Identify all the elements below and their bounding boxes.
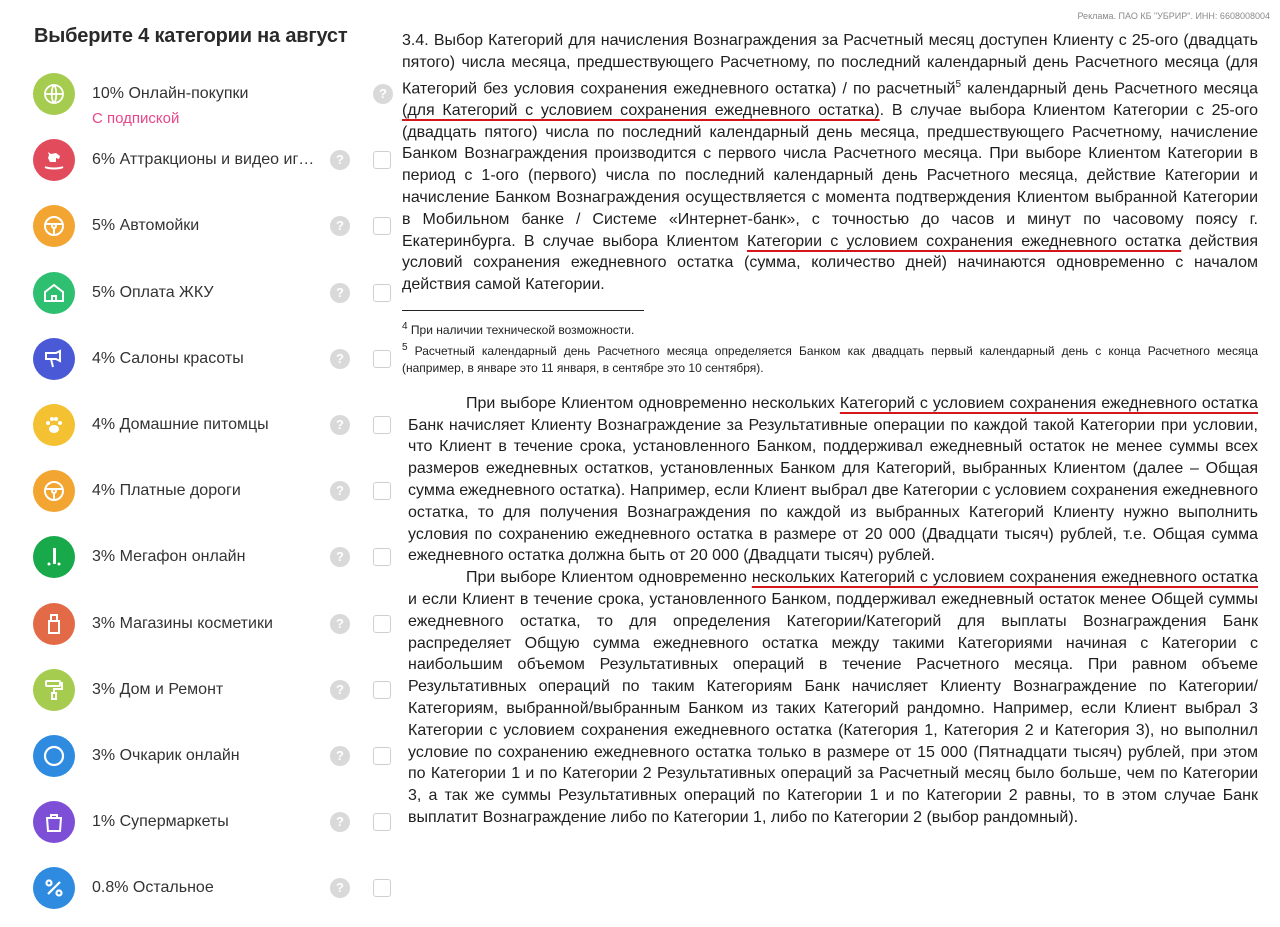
category-label: 3% Очкарик онлайн	[92, 747, 240, 764]
category-panel	[0, 0, 400, 927]
paint-roller-icon	[33, 669, 75, 711]
help-icon[interactable]: ?	[330, 349, 350, 369]
category-checkbox[interactable]	[373, 548, 391, 566]
help-icon[interactable]: ?	[330, 746, 350, 766]
help-icon[interactable]: ?	[373, 84, 393, 104]
category-label: 4% Салоны красоты	[92, 349, 244, 367]
category-checkbox[interactable]	[373, 747, 391, 765]
rocking-horse-icon	[33, 139, 75, 181]
category-checkbox[interactable]	[373, 350, 391, 368]
panel-title: Выберите 4 категории на август	[34, 25, 348, 47]
category-label: 6% Аттракционы и видео иг…	[92, 151, 315, 169]
underlined-phrase: (для Категорий с условием сохранения ежедневного остатка)	[402, 101, 880, 119]
home-icon	[33, 272, 75, 314]
footnote-divider	[402, 310, 644, 311]
category-label: 4% Домашние питомцы	[92, 416, 269, 433]
category-checkbox[interactable]	[373, 813, 391, 831]
help-icon[interactable]: ?	[330, 680, 350, 700]
category-label: 4% Платные дороги	[92, 482, 241, 500]
category-item[interactable]	[0, 203, 400, 253]
category-label: 3% Мегафон онлайн	[92, 548, 246, 566]
category-label: 3% Магазины косметики	[92, 614, 273, 632]
category-label: 5% Автомойки	[92, 217, 200, 235]
category-item[interactable]	[0, 71, 400, 127]
category-checkbox[interactable]	[373, 284, 391, 302]
help-icon[interactable]: ?	[330, 216, 350, 236]
category-label: 5% Оплата ЖКУ	[92, 283, 214, 301]
cosmetics-icon	[33, 603, 75, 645]
steering-wheel-icon	[33, 470, 75, 512]
category-item[interactable]	[0, 402, 400, 452]
hair-dryer-icon	[33, 338, 75, 380]
category-checkbox[interactable]	[373, 681, 391, 699]
category-item[interactable]	[0, 534, 400, 584]
steering-wheel-icon	[33, 205, 75, 247]
category-item[interactable]	[0, 468, 400, 518]
category-checkbox[interactable]	[373, 482, 391, 500]
category-checkbox[interactable]	[373, 151, 391, 169]
underlined-phrase: Категории с условием сохранения ежедневного остатка	[746, 232, 1182, 250]
help-icon[interactable]: ?	[330, 415, 350, 435]
underlined-phrase: Категорий с условием сохранения ежедневного остатка	[839, 394, 1259, 412]
percent-icon	[33, 867, 75, 909]
category-item[interactable]	[0, 601, 400, 651]
category-label: 0.8% Остальное	[92, 879, 214, 897]
help-icon[interactable]: ?	[330, 614, 350, 634]
category-item[interactable]	[0, 137, 400, 187]
category-label: 3% Дом и Ремонт	[92, 680, 224, 698]
footnote-5: $^5$ Расчетный календарный день Расчетного месяца определяется Банком как двадцать первый календарный день с конца Расчетного месяца (например, в январе это 11 января, в сентябре это 10 сентября).	[402, 341, 1258, 375]
underlined-phrase: нескольких Категорий с условием сохранения ежедневного остатка	[751, 569, 1259, 587]
help-icon[interactable]: ?	[330, 547, 350, 567]
help-icon[interactable]: ?	[330, 878, 350, 898]
category-item[interactable]	[0, 336, 400, 386]
subscription-tag: С подпиской	[92, 110, 180, 127]
category-label: 10% Онлайн-покупки	[92, 85, 249, 102]
shopping-bag-icon	[33, 801, 75, 843]
globe-icon	[33, 73, 75, 115]
category-checkbox[interactable]	[373, 615, 391, 633]
help-icon[interactable]: ?	[330, 150, 350, 170]
document-excerpt	[402, 30, 1258, 829]
category-item[interactable]	[0, 799, 400, 849]
category-item[interactable]	[0, 733, 400, 783]
paragraph-3-4: 3.4. Выбор Категорий для начисления Вознаграждения за Расчетный месяц доступен Клиенту с 25-ого (двадцать пятого) числа месяца, предшествующего Расчетному, по последний календарный день Расчетного месяца (для Категорий без условия сохранения ежедневного остатка) / по расчетный$^5$ календарный день Расчетного месяца (для Категорий с условием сохранения ежедневного остатка). В случае выбора Клиентом Категории с 25-ого (двадцать пятого) числа по последний календарный день месяца, предшествующего Расчетному, начисление Банком Вознаграждения производится с первого числа Расчетного месяца. При выборе Клиентом Категории в период с 1-ого (первого) числа по последний календарный день Расчетного месяца, действие Категории и начисление Банком Вознаграждения осуществляется с момента подтверждения Клиентом выбранной Категории в Мобильном банке / Системе «Интернет-банк», с точностью до часов и минут по часовому поясу г. Екатеринбурга. В случае выбора Клиентом Категории с условием сохранения ежедневного остатка действия условий сохранения ежедневного остатка (сумма, количество дней) начинаются одновременно с началом действия самой Категории.	[402, 32, 1259, 294]
paw-icon	[33, 404, 75, 446]
help-icon[interactable]: ?	[330, 283, 350, 303]
category-checkbox[interactable]	[373, 416, 391, 434]
category-checkbox[interactable]	[373, 217, 391, 235]
category-item[interactable]	[0, 667, 400, 717]
paragraph-multiple-categories: При выборе Клиентом одновременно нескольких Категорий с условием сохранения ежедневного остатка Банк начисляет Клиенту Вознаграждение за Результативные операции по каждой такой Категории при условии, что Клиент в течение срока, установленного Банком, поддерживал ежедневный остаток не менее суммы всех размеров ежедневных остатков, установленных Банком для Категорий, выбранных Клиентом (далее – Общая сумма ежедневного остатка). Например, если Клиент выбрал две Категории с условием сохранения ежедневного остатка, то для получения Вознаграждения по каждой из выбранных Категорий Клиенту нужно выполнить условия по сохранению ежедневного остатка в размере от 20 000 (Двадцати тысяч) рублей, т.е. Общая сумма ежедневного остатка должна быть от 20 000 (Двадцати тысяч) рублей.	[408, 394, 1259, 565]
footnote-4: $^4$ При наличии технической возможности.	[402, 320, 635, 337]
help-icon[interactable]: ?	[330, 812, 350, 832]
category-item[interactable]	[0, 270, 400, 320]
category-checkbox[interactable]	[373, 879, 391, 897]
circle-icon	[33, 735, 75, 777]
category-label: 1% Супермаркеты	[92, 813, 229, 831]
paragraph-distribution: При выборе Клиентом одновременно нескольких Категорий с условием сохранения ежедневного остатка и если Клиент в течение срока, установленного Банком, поддерживал ежедневный остаток менее Общей суммы ежедневного остатка, то для определения Категории/Категорий для выплаты Вознаграждения Банк распределяет Общую сумма ежедневного остатка между такими Категориями начиная с Категории с наибольшим объемом Результативных операций в течение Расчетного месяца. При равном объеме Результативных операций по таким Категориям Банк начисляет Клиенту Вознаграждение по Категории/Категориям, выбранной/выбранным Банком из таких Категорий рандомно. Например, если Клиент выбрал 3 Категории с условием сохранения ежедневного остатка (Категория 1, Категория 2 и Категория 3), но выполнил условие по сохранению ежедневного остатка только в размере от 15 000 (Пятнадцати тысяч) рублей, при этом по Категории 1 и по Категории 2 Результативных операций за Расчетный месяц было больше, чем по Категории 3, а так же суммы Результативных операций по Категории 1 и по Категории 2 равны, то в этом случае Банк выплатит Вознаграждение либо по Категории 1, либо по Категории 2 (выбор рандомный).	[408, 569, 1259, 827]
ad-disclaimer: Реклама. ПАО КБ "УБРИР". ИНН: 6608008004	[1077, 11, 1270, 21]
category-item[interactable]	[0, 865, 400, 915]
help-icon[interactable]: ?	[330, 481, 350, 501]
megafon-icon	[33, 536, 75, 578]
